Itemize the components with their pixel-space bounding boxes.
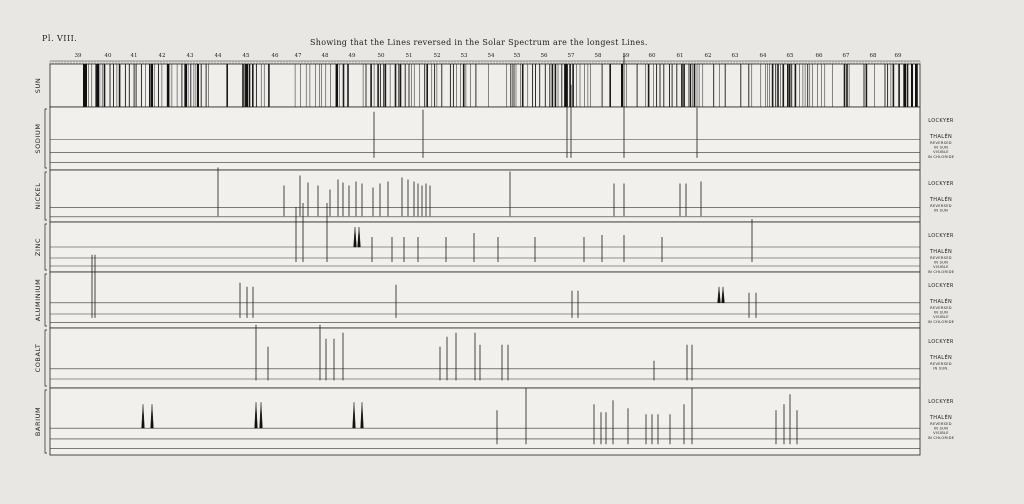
element-label-sun: SUN	[34, 77, 42, 94]
plate-title: Showing that the Lines reversed in the Solar Spectrum are the longest Lines.	[310, 38, 648, 47]
scale-tick-label: 59	[622, 53, 630, 59]
scale-tick-label: 48	[321, 53, 329, 59]
element-label: ALUMINIUM	[34, 278, 42, 322]
panel-bracket	[45, 390, 47, 453]
series-label: VISIBLE	[933, 265, 949, 270]
element-label: NICKEL	[34, 182, 42, 210]
panel-bracket	[45, 274, 47, 326]
series-label: LOCKYER	[928, 283, 954, 289]
scale-tick-label: 45	[242, 53, 250, 59]
scale-tick-label: 55	[513, 53, 521, 59]
series-label: IN SUN	[933, 145, 949, 150]
scale-tick-label: 54	[487, 53, 495, 59]
scale-ticks	[50, 53, 920, 64]
scale-tick-label: 61	[676, 53, 684, 59]
plate-number: Pl. VIII.	[42, 34, 78, 43]
scale-tick-label: 63	[731, 53, 739, 59]
series-label: THALÉN	[929, 134, 953, 140]
scale-tick-label: 57	[567, 53, 575, 59]
series-label: REVERSED	[930, 422, 952, 426]
series-label: VISIBLE	[933, 150, 949, 155]
element-label: ZINC	[34, 237, 42, 257]
scale-tick-label: 56	[540, 53, 548, 59]
series-label: IN SUN	[933, 426, 949, 431]
series-label: THALÉN	[929, 415, 953, 421]
scale-tick-label: 60	[648, 53, 656, 59]
element-label: BARIUM	[34, 406, 42, 437]
panel-bracket	[45, 109, 47, 168]
scale-tick-label: 68	[869, 53, 877, 59]
series-label: IN CHLORIDE	[927, 154, 955, 159]
series-label: IN CHLORIDE	[927, 269, 955, 274]
series-label: REVERSED	[930, 306, 952, 310]
series-label: LOCKYER	[928, 181, 954, 187]
series-label: VISIBLE	[933, 431, 949, 436]
element-panels	[34, 55, 955, 455]
panel-bracket	[45, 224, 47, 270]
panel-bracket	[45, 172, 47, 220]
series-label: THALÉN	[929, 249, 953, 255]
scale-tick-label: 58	[594, 53, 602, 59]
panel-box	[50, 107, 920, 170]
series-label: REVERSED	[930, 362, 952, 366]
series-label: IN SUN	[933, 260, 949, 265]
series-label: VISIBLE	[933, 315, 949, 320]
series-label: LOCKYER	[928, 118, 954, 124]
scale-tick-label: 62	[704, 53, 712, 59]
series-label: THALÉN	[929, 299, 953, 305]
scale-tick-label: 52	[433, 53, 441, 59]
series-label: IN SUN	[933, 310, 949, 315]
series-label: LOCKYER	[928, 233, 954, 239]
panel-cobalt	[34, 325, 954, 388]
series-label: IN CHLORIDE	[927, 319, 955, 324]
series-label: LOCKYER	[928, 399, 954, 405]
series-label: REVERSED	[930, 256, 952, 260]
scale-tick-label: 51	[405, 53, 413, 59]
panel-bracket	[45, 330, 47, 386]
scale-tick-label: 67	[842, 53, 850, 59]
scale-tick-label: 53	[460, 53, 468, 59]
scale-tick-label: 47	[294, 53, 302, 59]
scale-tick-label: 65	[786, 53, 794, 59]
scale-tick-label: 43	[186, 53, 194, 59]
scale-tick-label: 50	[377, 53, 385, 59]
series-label: LOCKYER	[928, 339, 954, 345]
element-label: SODIUM	[34, 123, 42, 154]
scale-tick-label: 69	[894, 53, 902, 59]
series-label: IN CHLORIDE	[927, 435, 955, 440]
element-label: COBALT	[34, 343, 42, 373]
series-label: IN SUN.	[933, 366, 949, 371]
panel-box	[50, 170, 920, 222]
scale-tick-label: 41	[130, 53, 138, 59]
scale-tick-label: 49	[348, 53, 356, 59]
sun-spectrum	[34, 64, 920, 107]
scale-tick-label: 64	[759, 53, 767, 59]
series-label: THALÉN	[929, 197, 953, 203]
series-label: THALÉN	[929, 355, 953, 361]
panel-box	[50, 388, 920, 455]
scale-tick-label: 40	[104, 53, 112, 59]
scale-tick-label: 39	[74, 53, 82, 59]
panel-nickel	[34, 167, 954, 222]
scale-tick-label: 44	[214, 53, 222, 59]
series-label: IN SUN	[933, 208, 949, 213]
scale-tick-label: 66	[815, 53, 823, 59]
scale-tick-label: 42	[158, 53, 166, 59]
series-label: REVERSED	[930, 141, 952, 145]
panel-barium	[34, 388, 955, 455]
series-label: REVERSED	[930, 204, 952, 208]
panel-box	[50, 272, 920, 328]
scale-tick-label: 46	[271, 53, 279, 59]
